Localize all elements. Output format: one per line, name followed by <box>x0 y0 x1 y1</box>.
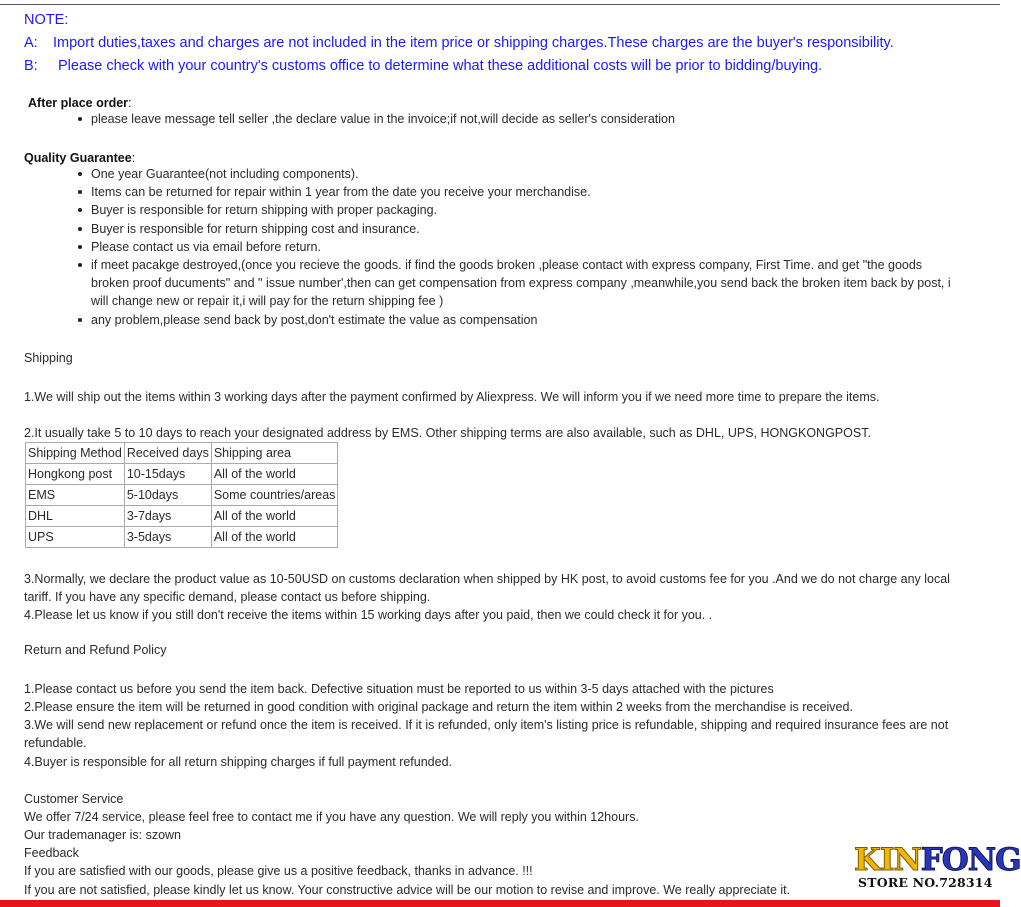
refund-p2: 2.Please ensure the item will be returned in good condition with original package and return the item within 2 weeks from the merchandise is received. <box>24 700 853 714</box>
refund-p3: 3.We will send new replacement or refund once the item is received. If it is refunded, only item's listing price is refundable, shipping and required insurance fees are not refundable. <box>24 718 949 751</box>
store-logo <box>854 842 1021 890</box>
note-b-text: Please check with your country's customs office to determine what these additional costs will be prior to bidding/buying. <box>58 58 823 74</box>
list-item: One year Guarantee(not including components). <box>91 165 961 183</box>
table-cell: All of the world <box>211 527 338 548</box>
table-cell: UPS <box>26 527 125 548</box>
table-header-row <box>26 443 338 464</box>
refund-p1: 1.Please contact us before you send the item back. Defective situation must be reported to us within 3-5 days attached with the pictures <box>24 682 774 696</box>
table-cell: 5-10days <box>124 485 211 506</box>
note-b-tag: B: <box>24 58 38 74</box>
note-a-text: Import duties,taxes and charges are not included in the item price or shipping charges.These charges are the buyer's responsibility. <box>53 35 894 51</box>
shipping-table <box>25 442 338 548</box>
quality-section <box>24 151 961 329</box>
brand-logo: KINFONG <box>854 842 1021 878</box>
after-order-section <box>24 96 675 128</box>
service-line4: If you are not satisfied, please kindly let us know. Your constructive advice will be our motion to revise and improve. We really appreciate it. <box>24 883 791 897</box>
list-item: Buyer is responsible for return shipping cost and insurance. <box>91 220 961 238</box>
table-header-cell: Received days <box>124 443 211 464</box>
refund-p4: 4.Buyer is responsible for all return shipping charges if full payment refunded. <box>24 755 453 769</box>
table-cell: 3-7days <box>124 506 211 527</box>
table-row <box>26 485 338 506</box>
list-item: any problem,please send back by post,don't estimate the value as compensation <box>91 311 961 329</box>
store-number: STORE NO.728314 <box>858 875 993 890</box>
refund-heading: Return and Refund Policy <box>24 643 167 657</box>
list-item: Items can be returned for repair within 1 year from the date you receive your merchandise. <box>91 183 961 201</box>
table-cell: 10-15days <box>124 464 211 485</box>
table-row <box>26 464 338 485</box>
list-item: please leave message tell seller ,the declare value in the invoice;if not,will decide as seller's consideration <box>91 110 675 128</box>
table-header-cell: Shipping area <box>211 443 338 464</box>
note-title: NOTE: <box>24 12 69 28</box>
table-row <box>26 506 338 527</box>
quality-heading: Quality Guarantee: <box>24 151 136 165</box>
shipping-p2: 2.It usually take 5 to 10 days to reach your designated address by EMS. Other shipping terms are also available, such as DHL, UPS, HONGKONGPOST. <box>24 426 871 440</box>
table-header-cell: Shipping Method <box>26 443 125 464</box>
quality-list <box>24 165 961 329</box>
service-heading: Customer Service <box>24 792 124 806</box>
list-item: if meet pacakge destroyed,(once you recieve the goods. if find the goods broken ,please contact with express company, First Time. and get "the goods broken proof ducuments" and " issue number',then can get compensation from express company ,meanwhile,you send back the broken item back by post, i will change new or repair it,i will pay for the return shipping fee ) <box>91 256 961 311</box>
shipping-p1: 1.We will ship out the items within 3 working days after the payment confirmed by Aliexpress. We will inform you if we need more time to prepare the items. <box>24 390 880 404</box>
note-b <box>24 55 894 78</box>
after-order-heading: After place order: <box>28 96 132 110</box>
note-a <box>24 32 894 55</box>
table-cell: All of the world <box>211 506 338 527</box>
shipping-p3: 3.Normally, we declare the product value as 10-50USD on customs declaration when shipped by HK post, to avoid customs fee for you .And we do not charge any local tariff. If you have any specific demand, please contact us before shipping. <box>24 572 950 605</box>
table-cell: EMS <box>26 485 125 506</box>
table-cell: 3-5days <box>124 527 211 548</box>
table-cell: Some countries/areas <box>211 485 338 506</box>
shipping-p4: 4.Please let us know if you still don't receive the items within 15 working days after you paid, then we could check it for you. . <box>24 608 713 622</box>
table-cell: DHL <box>26 506 125 527</box>
after-order-list <box>24 110 675 128</box>
shipping-heading: Shipping <box>24 351 73 365</box>
table-cell: Hongkong post <box>26 464 125 485</box>
note-a-tag: A: <box>24 35 38 51</box>
service-line3: If you are satisfied with our goods, please give us a positive feedback, thanks in advance. !!! <box>24 864 533 878</box>
service-line1: We offer 7/24 service, please feel free to contact me if you have any question. We will reply you within 12hours. <box>24 810 639 824</box>
list-item: Please contact us via email before return. <box>91 238 961 256</box>
table-cell: All of the world <box>211 464 338 485</box>
table-row <box>26 527 338 548</box>
top-divider <box>0 4 1000 5</box>
note-block <box>24 9 894 78</box>
bottom-red-bar <box>0 900 1000 907</box>
feedback-heading: Feedback <box>24 846 79 860</box>
list-item: Buyer is responsible for return shipping with proper packaging. <box>91 201 961 219</box>
service-line2: Our trademanager is: szown <box>24 828 182 842</box>
